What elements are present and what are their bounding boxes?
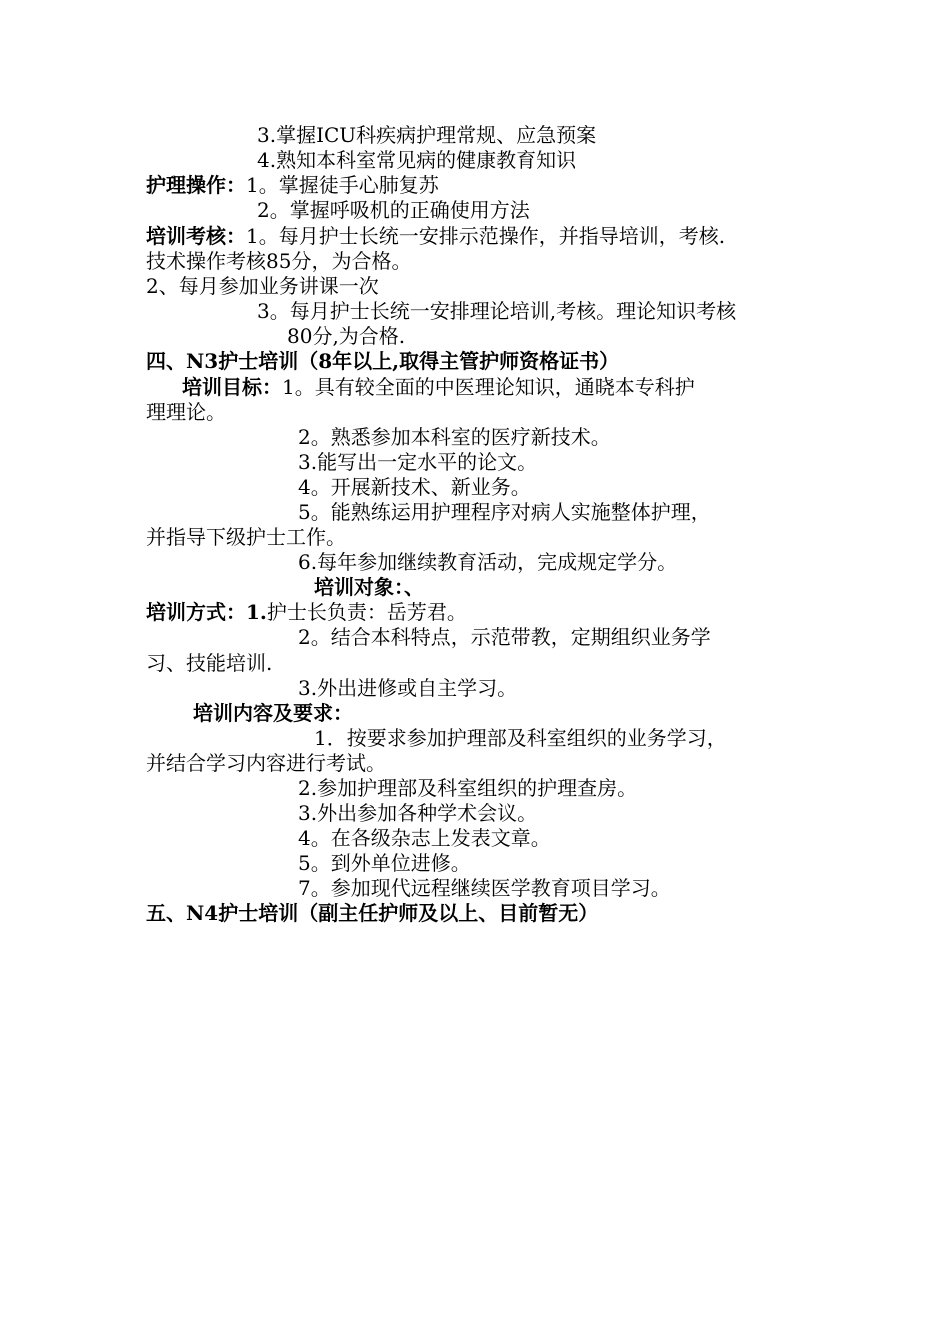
body-line: 护理操作：1。掌握徒手心肺复苏 [146,173,439,197]
body-line: 培训考核：1。每月护士长统一安排示范操作，并指导培训，考核. [146,224,726,248]
body-line: 理理论。 [146,400,226,424]
section-heading: 四、N3护士培训（8年以上,取得主管护师资格证书） [146,349,620,373]
body-line: 2.参加护理部及科室组织的护理查房。 [298,776,638,800]
body-line: 7。参加现代远程继续医学教育项目学习。 [298,876,671,900]
section-label: 培训方式：1. [146,600,267,624]
body-line: 2。掌握呼吸机的正确使用方法 [257,198,530,222]
body-line: 6.每年参加继续教育活动，完成规定学分。 [298,550,678,574]
body-line: 培训方式：1.护士长负责：岳芳君。 [146,600,467,624]
body-line: 3.外出参加各种学术会议。 [298,801,538,825]
body-line: 4。开展新技术、新业务。 [298,475,531,499]
body-line: 2、每月参加业务讲课一次 [146,274,379,298]
body-line: 4.熟知本科室常见病的健康教育知识 [257,148,577,172]
body-line: 5。到外单位进修。 [298,851,471,875]
body-line: 1．按要求参加护理部及科室组织的业务学习， [314,726,727,750]
body-line: 3.能写出一定水平的论文。 [298,450,538,474]
body-line: 3.外出进修或自主学习。 [298,676,518,700]
body-line: 2。熟悉参加本科室的医疗新技术。 [298,425,611,449]
body-line: 培训目标：1。具有较全面的中医理论知识，通晓本专科护 [182,375,695,399]
body-line: 80分,为合格. [287,324,406,348]
body-line: 习、技能培训. [146,651,273,675]
section-label: 培训对象：、 [314,575,424,599]
body-line: 并结合学习内容进行考试。 [146,751,386,775]
body-line: 2。结合本科特点，示范带教，定期组织业务学 [298,625,711,649]
section-label: 护理操作： [146,173,246,197]
body-line: 3。每月护士长统一安排理论培训,考核。理论知识考核 [257,299,737,323]
section-label: 培训内容及要求： [193,701,353,725]
body-line: 并指导下级护士工作。 [146,525,346,549]
body-line: 3.掌握ICU科疾病护理常规、应急预案 [257,123,597,147]
section-heading: 五、N4护士培训（副主任护师及以上、目前暂无） [146,901,599,925]
section-label: 培训目标： [182,375,282,399]
body-line: 5。能熟练运用护理程序对病人实施整体护理， [298,500,711,524]
body-line: 技术操作考核85分，为合格。 [146,249,412,273]
section-label: 培训考核： [146,224,246,248]
body-line: 4。在各级杂志上发表文章。 [298,826,551,850]
